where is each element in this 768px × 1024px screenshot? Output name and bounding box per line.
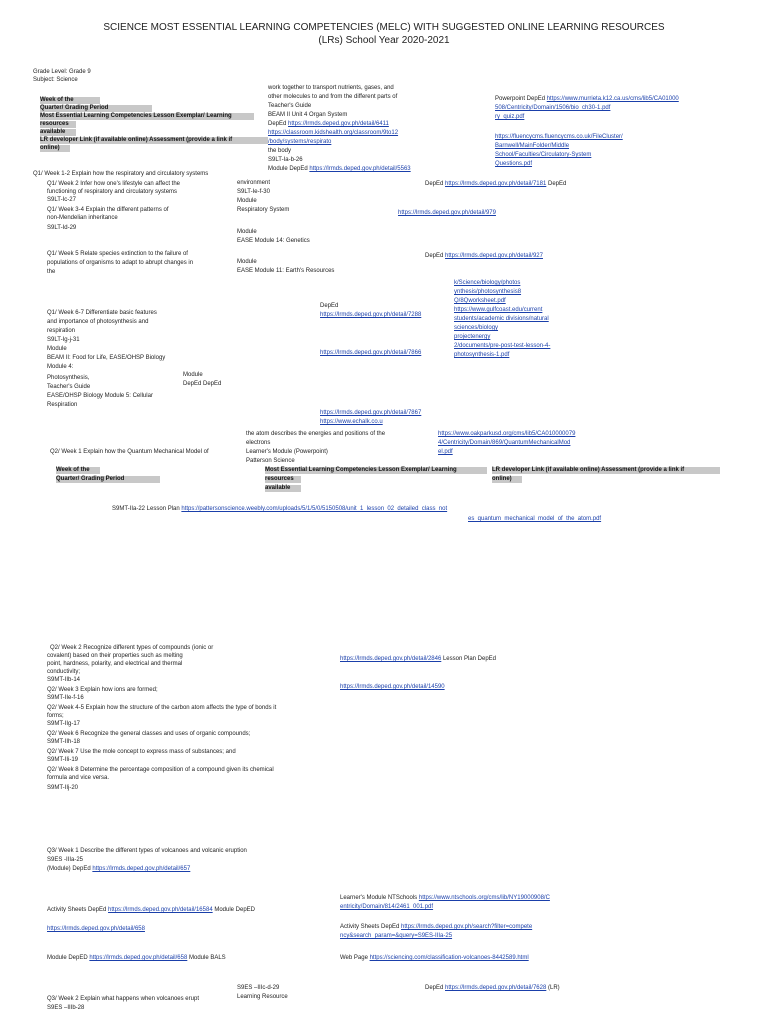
photo-module: Module — [183, 372, 203, 378]
q3-activity2-line: Activity Sheets DepEd https://lrmds.deped.gov.ph/search?filter=compete — [340, 924, 533, 930]
q2-week2-text: point, hardness, polarity, and electrical and thermal — [47, 661, 183, 667]
grade-level: Grade Level: Grade 9 — [33, 69, 91, 75]
photo-deped-deped: DepEd DepEd — [183, 381, 222, 387]
q3-learning-resource: Learning Resource — [237, 994, 288, 1000]
col2-code: S9LT-Ia-b-26 — [268, 157, 303, 163]
header-online-cell: online) — [40, 145, 70, 152]
link[interactable]: https://lrmds.deped.gov.ph/detail/658 — [89, 955, 188, 961]
col2-text: work together to transport nutrients, gases, and — [268, 85, 394, 91]
q1-week3-text: Q1/ Week 3-4 Explain the different patterns of — [47, 207, 169, 213]
link[interactable]: projectenergy — [454, 334, 491, 340]
q1-week3-code: S9LT-Id-29 — [47, 225, 77, 231]
q2-week3-code: S9MT-IIe-f-16 — [47, 695, 84, 701]
q1-week6-text: Photosynthesis, — [47, 375, 90, 381]
link[interactable]: 2/documents/pre-post-test-lesson-4- — [454, 343, 551, 349]
link[interactable]: Q/8Qworksheet.pdf — [454, 298, 506, 304]
q1-week6-text: BEAM II: Food for Life, EASE/OHSP Biology — [47, 355, 166, 361]
link[interactable]: el.pdf — [438, 449, 453, 455]
q2-week6-text: Q2/ Week 6 Recognize the general classes and uses of organic compounds; — [47, 731, 251, 737]
col2-deped-line: DepEd https://lrmds.deped.gov.ph/detail/6411 — [268, 121, 389, 127]
header-available-cell: available — [40, 129, 76, 136]
q2-week2-text: Q2/ Week 2 Recognize different types of compounds (ionic or — [50, 645, 214, 651]
link[interactable]: Barnwell/MainFolder/Middle — [495, 143, 570, 149]
link[interactable]: https://classroom.kidshealth.org/classroom/9to12 — [268, 130, 399, 136]
document-subtitle: (LRs) School Year 2020-2021 — [318, 35, 450, 46]
q1-resp: Respiratory System — [237, 207, 290, 213]
col2-module-line: Module DepEd https://lrmds.deped.gov.ph/detail/5563 — [268, 166, 411, 172]
q1-week6-text: respiration — [47, 328, 76, 334]
q3-webpage-line: Web Page https://sciencing.com/classification-volcanoes-8442589.html — [340, 955, 529, 961]
q2-week2-code: S9MT-IIb-14 — [47, 677, 81, 683]
link[interactable]: https://pattersonscience.weebly.com/uploads/5/1/5/0/5150508/unit_1_lesson_02_detailed_class_not — [181, 506, 448, 512]
q1-week2-text: functioning of respiratory and circulatory systems — [47, 189, 178, 195]
q1-week6-text: Module — [47, 346, 67, 352]
q2-atom-text: electrons — [246, 440, 271, 446]
link[interactable]: https://lrmds.deped.gov.ph/detail/7181 — [445, 181, 547, 187]
q3-week2-code: S9ES –IIIb-28 — [47, 1005, 85, 1011]
q2-week1-text: Q2/ Week 1 Explain how the Quantum Mechanical Model of — [50, 449, 209, 455]
link[interactable]: 4/Centricity/Domain/869/QuantumMechanicalMod — [438, 440, 571, 446]
q1-env: environment — [237, 180, 271, 186]
q2-week2-text: covalent) based on their properties such as melting — [47, 653, 183, 659]
q3-code29: S9ES –IIIc-d-29 — [237, 985, 280, 991]
q2-week8-text: formula and vice versa. — [47, 775, 110, 781]
q2-lesson-plan-line: S9MT-IIa-22 Lesson Plan https://pattersonscience.weebly.com/uploads/5/1/5/0/5150508/unit_1_lesson_02_detailed_class_not — [112, 506, 448, 512]
q2-atom-text: the atom describes the energies and positions of the — [246, 431, 386, 437]
link[interactable]: ynthesis/photosynthesis8 — [454, 289, 522, 295]
q2-week8-text: Q2/ Week 8 Determine the percentage composition of a compound given its chemical — [47, 767, 274, 773]
link[interactable]: School/Faculties/Circulatory-System — [495, 152, 592, 158]
q1-week6-text: Q1/ Week 6-7 Differentiate basic features — [47, 310, 157, 316]
q1-week6-text: and importance of photosynthesis and — [47, 319, 149, 325]
q1-week6-text: Module 4: — [47, 364, 74, 370]
link[interactable]: photosynthesis-1.pdf — [454, 352, 510, 358]
q1-ease11: EASE Module 11: Earth's Resources — [237, 268, 335, 274]
q3-week2-text: Q3/ Week 2 Explain what happens when volcanoes erupt — [47, 996, 199, 1002]
q2-week4-text: Q2/ Week 4-5 Explain how the structure of the carbon atom affects the type of bonds it — [47, 705, 277, 711]
q1-week6-text: Teacher's Guide — [47, 384, 91, 390]
q2-week6-code: S9MT-IIh-18 — [47, 739, 81, 745]
header-available-cell: available — [265, 485, 301, 492]
q1-week5-text: the — [47, 269, 56, 275]
q3-week1-code: S9ES -IIIa-25 — [47, 857, 84, 863]
q2-week2-text: conductivity; — [47, 669, 81, 675]
link[interactable]: https://lrmds.deped.gov.ph/detail/658 — [47, 926, 145, 932]
link[interactable]: https://www.gulfcoast.edu/current — [454, 307, 543, 313]
link[interactable]: https://lrmds.deped.gov.ph/detail/6411 — [288, 121, 389, 127]
q2-atom-text: Patterson Science — [246, 458, 295, 464]
header-period-cell: Quarter/ Grading Period — [56, 476, 160, 483]
q1-module: Module — [237, 229, 257, 235]
col2-text: other molecules to and from the different parts of — [268, 94, 398, 100]
header-melc-cell: Most Essential Learning Competencies Lesson Exemplar/ Learning — [265, 467, 487, 474]
link[interactable]: students/academic divisions/natural — [454, 316, 549, 322]
link[interactable]: https://sciencing.com/classification-volcanoes-8442589.html — [369, 955, 529, 961]
header-resources-cell: resources — [40, 121, 76, 128]
link[interactable]: ry_quiz.pdf — [495, 114, 525, 120]
link[interactable]: https://lrmds.deped.gov.ph/detail/16584 — [108, 907, 213, 913]
link[interactable]: https://lrmds.deped.gov.ph/detail/927 — [445, 253, 543, 259]
col2-text: the body — [268, 148, 292, 154]
link[interactable]: ncy&search_param=&query=S9ES-IIIa-25 — [340, 933, 453, 939]
header-week-cell: Week of the — [56, 467, 100, 474]
link[interactable]: https://www.murrieta.k12.ca.us/cms/lib5/CA01000 — [546, 96, 679, 102]
q2-week4-code: S9MT-IIg-17 — [47, 721, 81, 727]
link[interactable]: /body/systems/respirato — [268, 139, 332, 145]
photo-deped: DepEd — [320, 303, 339, 309]
link[interactable]: https://www.ntschools.org/cms/lib/NY19000908/C — [418, 895, 550, 901]
q3-learners-module-line: Learner's Module NTSchools https://www.ntschools.org/cms/lib/NY19000908/C — [340, 895, 550, 901]
link[interactable]: https://www.echalk.co.u — [320, 419, 383, 425]
link[interactable]: https://lrmds.deped.gov.ph/detail/7288 — [320, 312, 422, 318]
q3-activity-line: Activity Sheets DepEd https://lrmds.deped.gov.ph/detail/16584 Module DepED — [47, 907, 256, 913]
q1-week5-text: populations of organisms to adapt to abrupt changes in — [47, 260, 194, 266]
q1-week6-text: EASE/OHSP Biology Module 5: Cellular — [47, 393, 153, 399]
header-period-cell: Quarter/ Grading Period — [40, 105, 152, 112]
q2-atom-text: Learner's Module (Powerpoint) — [246, 449, 328, 455]
link[interactable]: https://lrmds.deped.gov.ph/detail/979 — [398, 210, 496, 216]
col3-powerpoint-line: Powerpoint DepEd https://www.murrieta.k12.ca.us/cms/lib5/CA01000 — [495, 96, 679, 102]
link[interactable]: k/Science/biology/photos — [454, 280, 521, 286]
link[interactable]: https://lrmds.deped.gov.ph/search?filter=compete — [401, 924, 533, 930]
col2-text: BEAM II Unit 4 Organ System — [268, 112, 348, 118]
link[interactable]: https://lrmds.deped.gov.ph/detail/7628 — [445, 985, 547, 991]
link[interactable]: es_quantum_mechanical_model_of_the_atom.pdf — [468, 516, 602, 522]
header-online-cell: online) — [492, 476, 522, 483]
link[interactable]: https://lrmds.deped.gov.ph/detail/2846 — [340, 656, 442, 662]
q3-deped7628-line: DepEd https://lrmds.deped.gov.ph/detail/7628 (LR) — [425, 985, 560, 991]
q1-week2-code: S9LT-Ic-27 — [47, 197, 76, 203]
link[interactable]: sciences/biology — [454, 325, 499, 331]
q2-2846-line: https://lrmds.deped.gov.ph/detail/2846 Lesson Plan DepEd — [340, 656, 496, 662]
q1-week3-text: non-Mendelian inheritance — [47, 215, 118, 221]
q1-week5-text: Q1/ Week 5 Relate species extinction to the failure of — [47, 251, 188, 257]
q1-week2-text: Q1/ Week 2 Infer how one's lifestyle can affect the — [47, 181, 180, 187]
link[interactable]: https://www.oakparkusd.org/cms/lib5/CA010000079 — [438, 431, 576, 437]
q3-week1-text: Q3/ Week 1 Describe the different types of volcanoes and volcanic eruption — [47, 848, 247, 854]
q2-week7-text: Q2/ Week 7 Use the mole concept to express mass of substances; and — [47, 749, 236, 755]
link[interactable]: Questions.pdf — [495, 161, 533, 167]
document-title: SCIENCE MOST ESSENTIAL LEARNING COMPETENCIES (MELC) WITH SUGGESTED ONLINE LEARNING RESOURCES — [103, 22, 665, 33]
q2-week8-code: S9MT-IIj-20 — [47, 785, 79, 791]
header-lr-cell: LR developer Link (if available online) Assessment (provide a link if — [40, 137, 268, 144]
q2-week7-code: S9MT-IIi-19 — [47, 757, 79, 763]
header-lr-cell: LR developer Link (if available online) Assessment (provide a link if — [492, 467, 720, 474]
link[interactable]: 508/Centricity/Domain/1506/bio_ch30-1.pdf — [495, 105, 611, 111]
q1-week1-text: Q1/ Week 1-2 Explain how the respiratory and circulatory systems — [33, 171, 209, 177]
q1-deped-line: DepEd https://lrmds.deped.gov.ph/detail/7181 DepEd — [425, 181, 567, 187]
q1-week6-code: S9LT-Ig-j-31 — [47, 337, 80, 343]
q1-ease14: EASE Module 14: Genetics — [237, 238, 310, 244]
q1-module: Module — [237, 259, 257, 265]
q1-code: S9LT-Ie-f-30 — [237, 189, 270, 195]
link[interactable]: https://lrmds.deped.gov.ph/detail/7866 — [320, 350, 422, 356]
q1-deped927-line: DepEd https://lrmds.deped.gov.ph/detail/927 — [425, 253, 543, 259]
header-resources-cell: resources — [265, 476, 301, 483]
header-melc-cell: Most Essential Learning Competencies Lesson Exemplar/ Learning — [40, 113, 254, 120]
link[interactable]: https://lrmds.deped.gov.ph/detail/657 — [92, 866, 191, 872]
q3-module-deped-line: Module DepED https://lrmds.deped.gov.ph/detail/658 Module BALS — [47, 955, 226, 961]
q2-week3-text: Q2/ Week 3 Explain how ions are formed; — [47, 687, 158, 693]
col2-text: Teacher's Guide — [268, 103, 312, 109]
link[interactable]: https://lrmds.deped.gov.ph/detail/14590 — [340, 684, 445, 690]
link[interactable]: https://fluencycms.fluencycms.co.uk/FileCluster/ — [495, 134, 623, 140]
q2-week4-text: forms; — [47, 713, 64, 719]
link[interactable]: https://lrmds.deped.gov.ph/detail/7867 — [320, 410, 422, 416]
link[interactable]: https://lrmds.deped.gov.ph/detail/5563 — [309, 166, 411, 172]
header-week-cell: Week of the — [40, 97, 100, 104]
subject: Subject: Science — [33, 77, 78, 83]
q3-module-line: (Module) DepEd https://lrmds.deped.gov.ph/detail/657 — [47, 866, 191, 872]
q1-week6-text: Respiration — [47, 402, 78, 408]
link[interactable]: entricity/Domain/814/2461_001.pdf — [340, 904, 434, 910]
q1-module: Module — [237, 198, 257, 204]
